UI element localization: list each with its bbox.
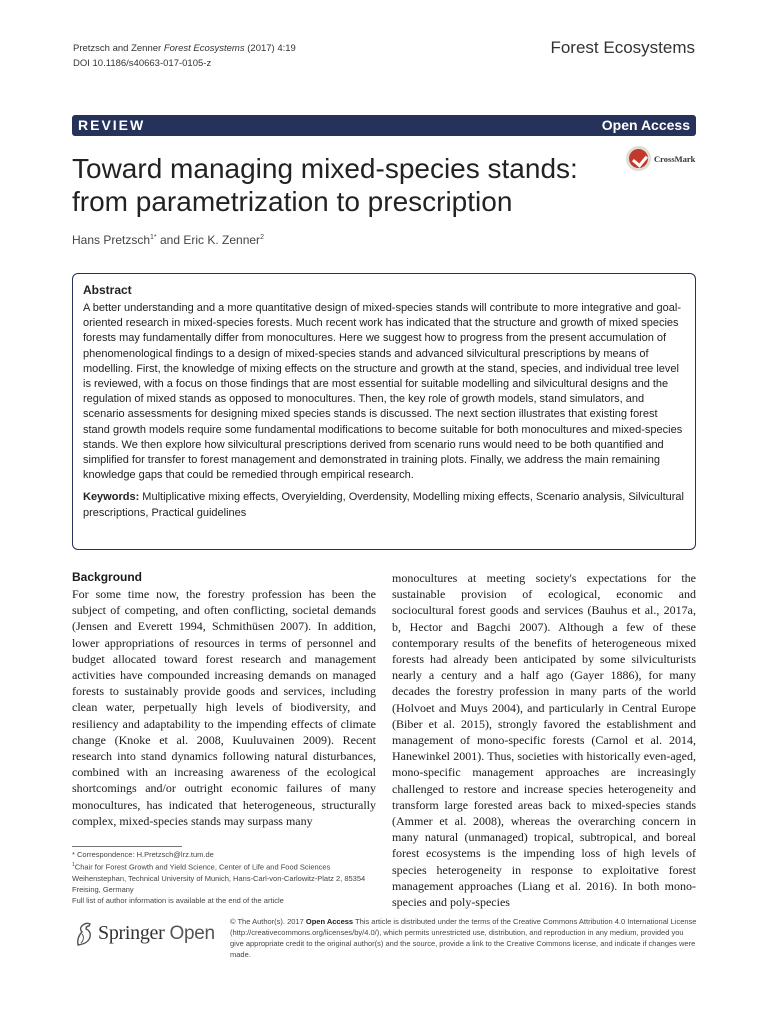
title-line-1: Toward managing mixed-species stands: xyxy=(72,153,578,184)
body-paragraph-left: For some time now, the forestry profession has been the subject of competing, and often conflicting, societal demands (Jensen and Everett 1994, Schmithüsen 2007). In addition, lower appropriations of resources in terms of personnel and budget allocated toward forest research and management activities have compounded increasing demands on managed forests to sustainably provide goods and services, including clean water, perpetually high levels of biodiversity, and resiliency and adaptability to the impending effects of climate change (Knoke et al. 2008, Kuuluvainen 2009). Recent research into stand dynamics following natural disturbances, combined with an increasing awareness of the ecological shortcomings and/or outright economic failures of many monocultures, has indicated that heterogeneous, structurally complex, mixed-species stands may surpass many xyxy=(72,587,376,828)
author-and: and xyxy=(156,233,184,247)
crossmark-icon xyxy=(626,146,651,171)
body-paragraph-right: monocultures at meeting society's expectations for the sustainable provision of ecological, economic and sociocultural forest goods and services (Bauhus et al., 2017a, b, Hector and Bagchi 2007). Although a few of these contemporary results of the benefits of heterogeneous mixed forests had already been anticipated by some silviculturists nearly a century and a half ago (Gayer 1886), for many decades the forestry profession in many parts of the world (Holvoet and Muys 2004), and particularly in Central Europe (Biber et al. 2015), strongly favored the establishment and management of mono-specific forests (Carnol et al. 2014, Hanewinkel 2001). Thus, societies with historically even-aged, mono-specific management approaches are increasingly challenged to restore and increase species heterogeneity and transform large forested areas back to mixed-species stands (Ammer et al. 2008), whereas the overarching concern in many natural (unmanaged) tropical, subtropical, and boreal forest ecosystems is the impending loss of high levels of species heterogeneity in response to exploitative forest management approaches (Liang et al. 2016). In both mono-species and poly-species xyxy=(392,571,696,910)
body-column-left xyxy=(72,570,376,829)
keywords xyxy=(83,490,685,520)
keywords-label: Keywords: xyxy=(83,491,140,504)
author-2-sup: 2 xyxy=(260,234,264,241)
affiliation-sup: 1 xyxy=(72,862,75,868)
citation-year: (2017) 4:19 xyxy=(244,43,296,54)
keywords-list: Multiplicative mixing effects, Overyielding, Overdensity, Modelling mixing effects, Scenario analysis, Silvicultural prescriptions, Practical guidelines xyxy=(83,491,684,519)
article-type-label: REVIEW xyxy=(78,117,146,133)
title-line-2: from parametrization to prescription xyxy=(72,186,513,217)
springer-open-word: Open xyxy=(164,923,215,944)
open-access-label: Open Access xyxy=(601,117,690,133)
abstract-box xyxy=(72,273,696,550)
springer-name: Springer xyxy=(98,922,165,944)
citation-journal: Forest Ecosystems xyxy=(163,43,245,54)
crossmark-label: CrossMark xyxy=(654,154,696,164)
full-author-info: Full list of author information is available at the end of the article xyxy=(72,895,284,905)
crossmark-badge[interactable] xyxy=(626,146,698,174)
abstract-heading: Abstract xyxy=(83,283,132,297)
author-1: Hans Pretzsch xyxy=(72,233,151,247)
affiliation-text: Chair for Forest Growth and Yield Science, Center of Life and Food Sciences Weihenstephan, Technical University of Munich, Hans-Carl-von-Carlowitz-Platz 2, 85354 Freising, Germany xyxy=(72,862,366,894)
correspondence: * Correspondence: H.Pretzsch@lrz.tum.de xyxy=(72,850,214,859)
journal-name: Forest Ecosystems xyxy=(550,38,695,57)
citation-line xyxy=(73,41,296,56)
license-copyright: © The Author(s). 2017 xyxy=(230,917,306,926)
license-open-access: Open Access xyxy=(305,917,354,926)
author-1-sup: 1* xyxy=(150,234,157,241)
doi: DOI 10.1186/s40663-017-0105-z xyxy=(73,58,212,69)
section-heading: Background xyxy=(72,570,143,584)
abstract-text: A better understanding and a more quantitative design of mixed-species stands will contribute to more integrative and goal-oriented research in mixed-species forests. Much recent work has indicated that the structure and growth of mixed species forests may fundamentally differ from monocultures. Here we suggest how to progress from the present accumulation of phenomenological findings to a design of mixed-species stands and advanced silvicultural prescriptions by means of modelling. First, the knowledge of mixing effects on the structure and growth at the stand, species, and individual tree level is reviewed, with a focus on those findings that are most essential for suitable modelling and silvicultural designs and the regulation of mixed stands as opposed to monocultures. Then, the key role of growth models, stand simulators, and scenario assessments for designing mixed species stands is discussed. The next section illustrates that existing forest stand growth models require some fundamental modifications to become suitable for both monocultures and mixed-species stands. We then explore how silvicultural prescriptions derived from scenario runs would need to be both quantified and simplified for transfer to forest management and demonstrated in training plots. Finally, we address the main remaining knowledge gaps that could be remedied through empirical research. xyxy=(83,302,683,482)
body-column-right xyxy=(392,570,696,910)
footnote-divider xyxy=(72,846,182,847)
citation-block xyxy=(73,41,296,71)
article-title xyxy=(72,152,612,218)
citation-authors: Pretzsch and Zenner xyxy=(73,43,164,54)
license-text: This article is distributed under the terms of the Creative Commons Attribution 4.0 International License (http://creativecommons.org/licenses/by/4.0/), which permits unrestricted use, distribution, and reproduction in any medium, provided you give appropriate credit to the original author(s) and the source, provide a link to the Creative Commons license, and indicate if changes were made. xyxy=(230,917,697,959)
springer-horse-icon xyxy=(74,921,94,947)
license-notice xyxy=(230,916,697,960)
springer-wordmark xyxy=(98,922,215,945)
article-type-banner xyxy=(72,115,696,136)
author-list xyxy=(72,233,264,247)
author-2: Eric K. Zenner xyxy=(183,233,261,247)
springer-open-logo xyxy=(72,920,222,950)
affiliation xyxy=(72,860,376,895)
footnotes xyxy=(72,849,376,906)
